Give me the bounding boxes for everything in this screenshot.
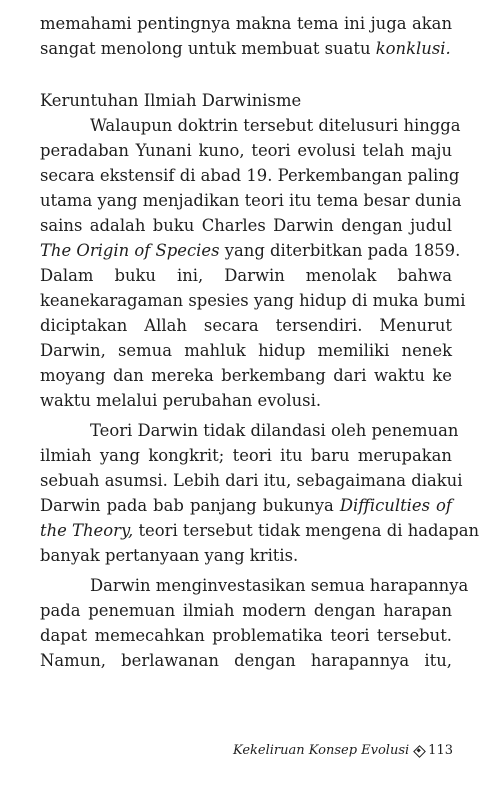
text-line: sains adalah buku Charles Darwin dengan judul [40, 216, 452, 235]
text-line: memahami pentingnya makna tema ini juga akan [40, 14, 452, 33]
text-line: ilmiah yang kongkrit; teori itu baru merupakan [40, 446, 452, 465]
text-line [40, 36, 452, 61]
paragraph-first-line: Darwin menginvestasikan semua harapannya [90, 576, 469, 595]
text-line: Dalam buku ini, Darwin menolak bahwa [40, 266, 452, 285]
text-line: banyak pertanyaan yang kritis. [40, 546, 299, 565]
page-number: 113 [428, 743, 453, 758]
text-line [40, 518, 480, 543]
text-line: pada penemuan ilmiah modern dengan harapan [40, 601, 452, 620]
text-span: Darwin pada bab panjang bukunya [40, 496, 340, 515]
diamond-ornament-icon [413, 746, 424, 757]
text-span: sangat menolong untuk membuat suatu [40, 39, 376, 58]
text-line [40, 493, 452, 518]
text-line: Namun, berlawanan dengan harapannya itu, [40, 651, 452, 670]
chapter-title: Difficulties of [339, 496, 452, 515]
page-footer [233, 742, 453, 760]
italic-term: konklusi. [375, 39, 451, 58]
text-line: keanekaragaman spesies yang hidup di muka bumi [40, 291, 466, 310]
text-line: sebuah asumsi. Lebih dari itu, sebagaimana diakui [40, 471, 463, 490]
running-title: Kekeliruan Konsep Evolusi [232, 743, 410, 758]
text-span: yang diterbitkan pada 1859. [219, 241, 461, 260]
text-line [40, 238, 461, 263]
text-span: teori tersebut tidak mengena di hadapan [133, 521, 480, 540]
book-title: The Origin of Species [40, 241, 220, 260]
text-line: utama yang menjadikan teori itu tema besar dunia [40, 191, 462, 210]
section-heading: Keruntuhan Ilmiah Darwinisme [40, 91, 302, 110]
chapter-title: the Theory, [40, 521, 134, 540]
paragraph-first-line: Teori Darwin tidak dilandasi oleh penemuan [90, 421, 459, 440]
text-line: Darwin, semua mahluk hidup memiliki nenek [40, 341, 452, 360]
text-line: moyang dan mereka berkembang dari waktu ke [40, 366, 452, 385]
paragraph-first-line: Walaupun doktrin tersebut ditelusuri hingga [90, 116, 461, 135]
text-line: diciptakan Allah secara tersendiri. Menurut [40, 316, 452, 335]
text-line: secara ekstensif di abad 19. Perkembangan paling [40, 166, 460, 185]
text-line: peradaban Yunani kuno, teori evolusi telah maju [40, 141, 452, 160]
text-line: waktu melalui perubahan evolusi. [40, 391, 322, 410]
text-line: dapat memecahkan problematika teori tersebut. [40, 626, 452, 645]
